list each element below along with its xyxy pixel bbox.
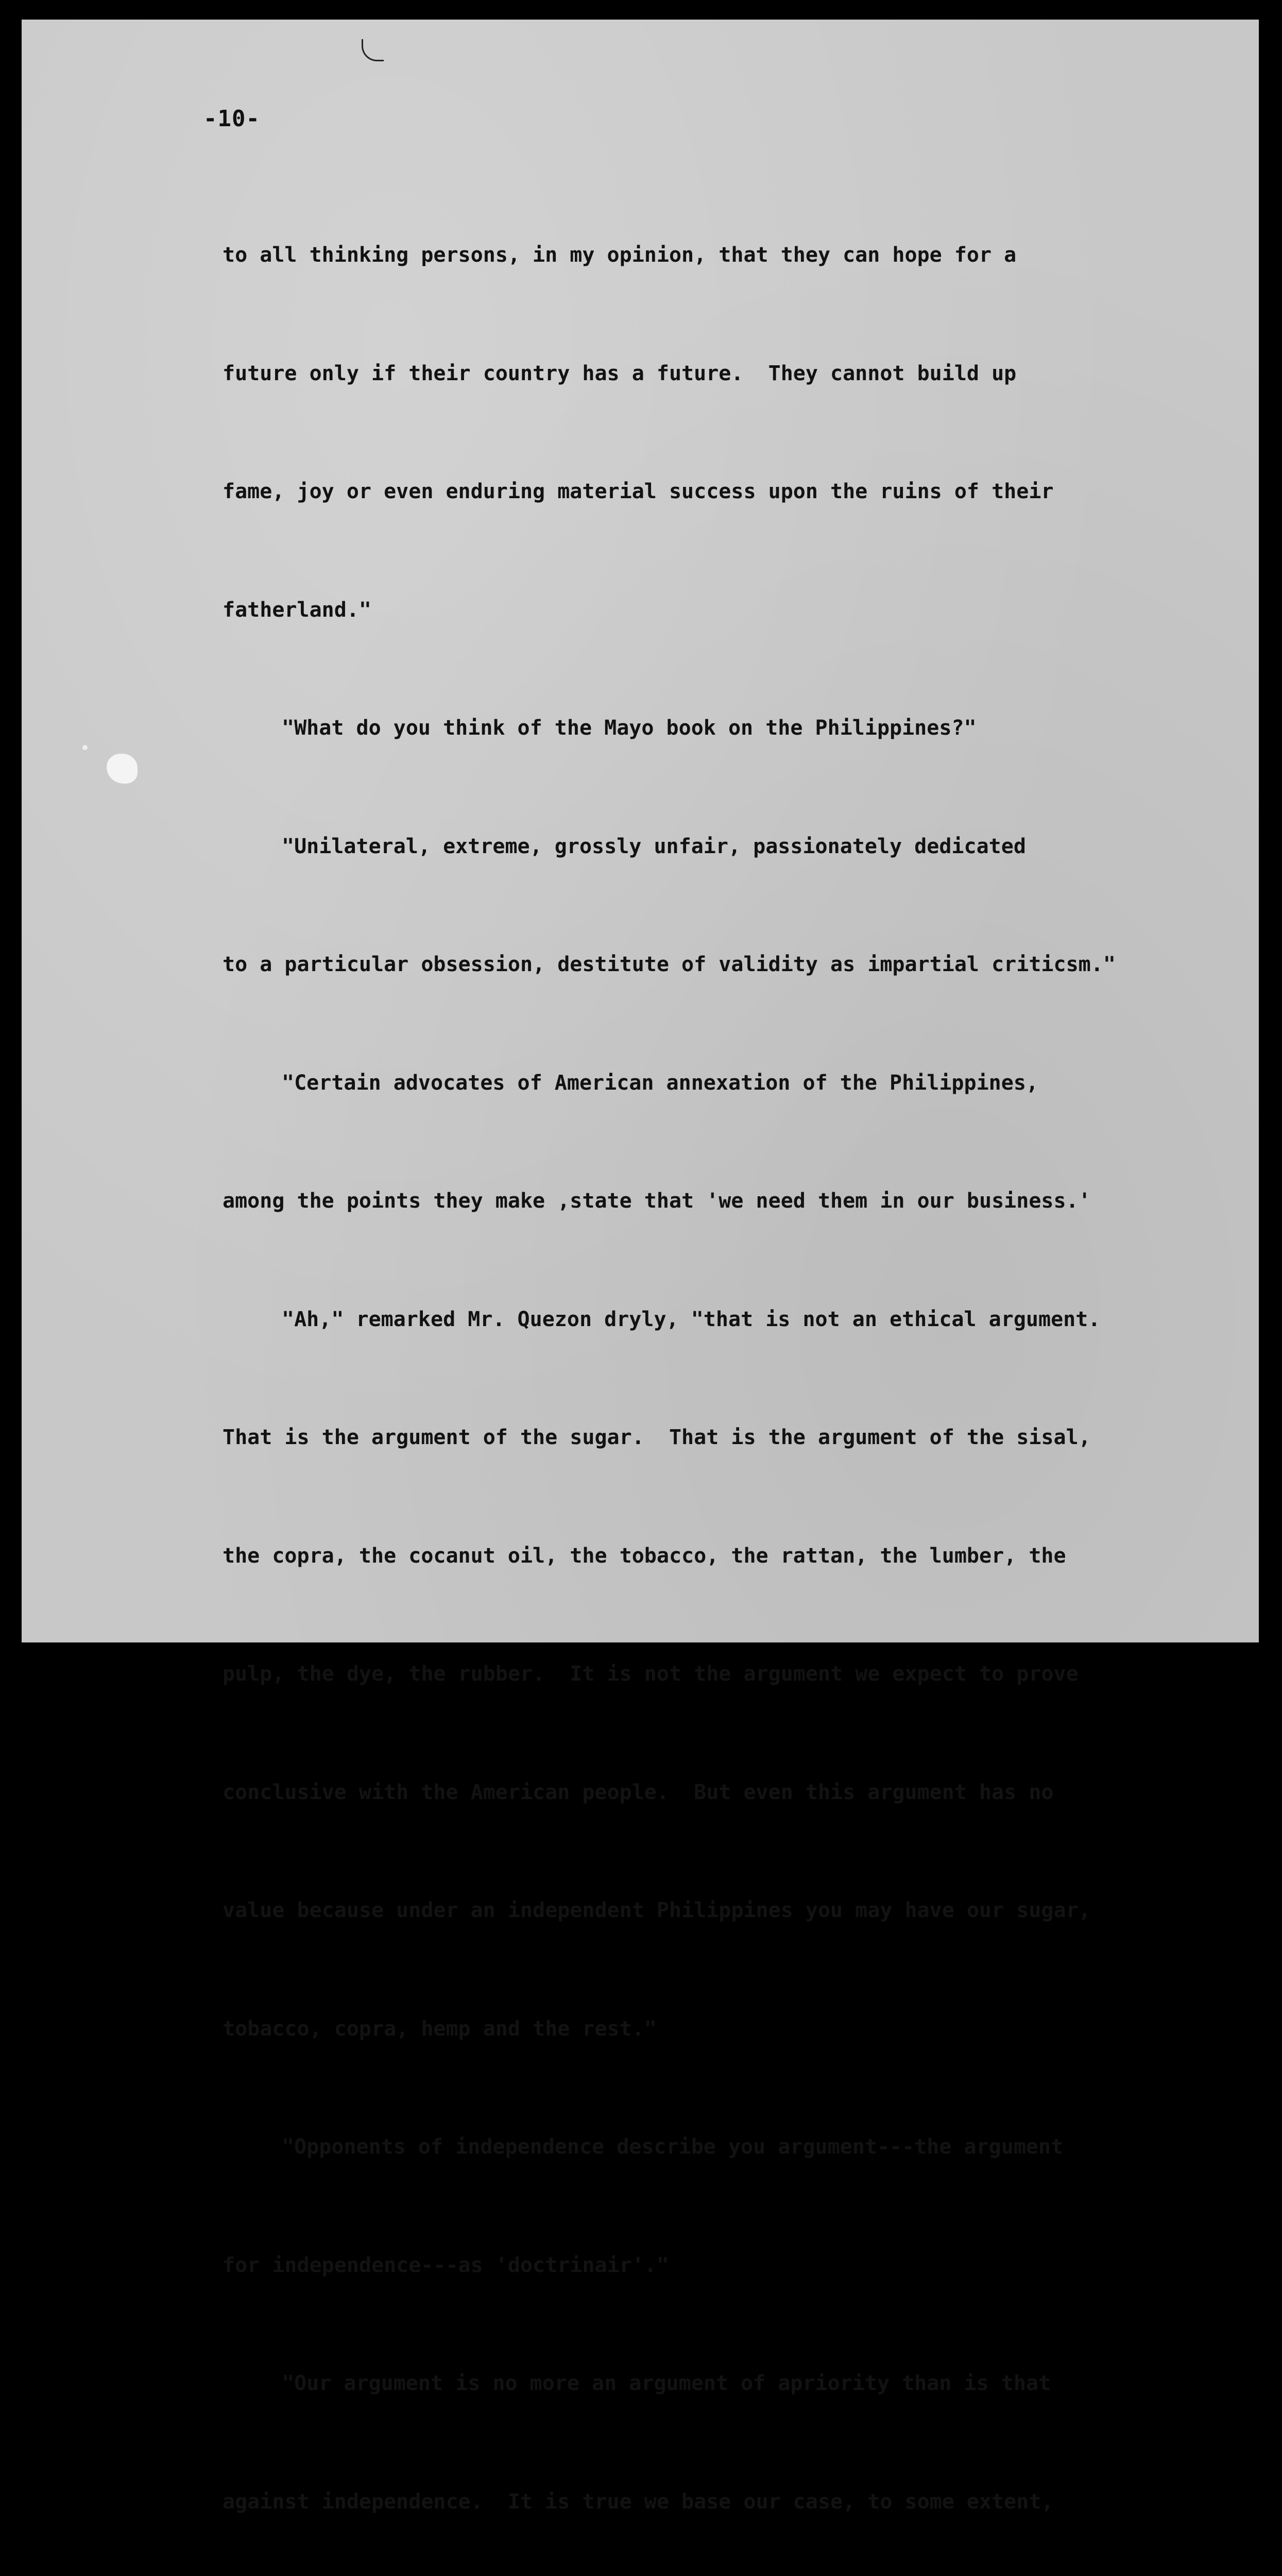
scan-mark (362, 39, 384, 61)
text-line: future only if their country has a future. They cannot build up (223, 361, 1017, 385)
text-line: conclusive with the American people. But even this argument has no (223, 1780, 1054, 1804)
text-line: to all thinking persons, in my opinion, that they can hope for a (223, 243, 1017, 267)
text-line: to a particular obsession, destitute of validity as impartial criticsm." (223, 953, 1116, 976)
text-line: "Our argument is no more an argument of apriority than is that (282, 2371, 1051, 2395)
text-line: That is the argument of the sugar. That is the argument of the sisal, (223, 1426, 1091, 1449)
text-line: fatherland." (223, 598, 371, 622)
text-line: against independence. It is true we base our case, to some extent, (223, 2489, 1054, 2514)
text-line: for independence---as 'doctrinair'." (223, 2253, 669, 2277)
text-line: "Unilateral, extreme, grossly unfair, passionately dedicated (282, 834, 1026, 858)
text-line: "Opponents of independence describe you argument---the argument (282, 2135, 1064, 2159)
body-text (223, 157, 1247, 2576)
scan-speck-small (82, 745, 88, 750)
scan-speck (107, 754, 138, 784)
text-line: tobacco, copra, hemp and the rest." (223, 2016, 657, 2041)
text-line: among the points they make ,state that 'we need them in our business.' (223, 1189, 1091, 1213)
text-line: "Ah," remarked Mr. Quezon dryly, "that is not an ethical argument. (282, 1307, 1101, 1331)
page-number: -10- (203, 106, 260, 132)
text-line: "What do you think of the Mayo book on the Philippines?" (282, 716, 977, 740)
text-line: "Certain advocates of American annexation of the Philippines, (282, 1071, 1039, 1095)
text-line: value because under an independent Philippines you may have our sugar, (223, 1899, 1091, 1922)
text-line: the copra, the cocanut oil, the tobacco, the rattan, the lumber, the (223, 1544, 1066, 1568)
text-line: fame, joy or even enduring material success upon the ruins of their (223, 480, 1054, 503)
text-line: pulp, the dye, the rubber. It is not the argument we expect to prove (223, 1662, 1079, 1686)
